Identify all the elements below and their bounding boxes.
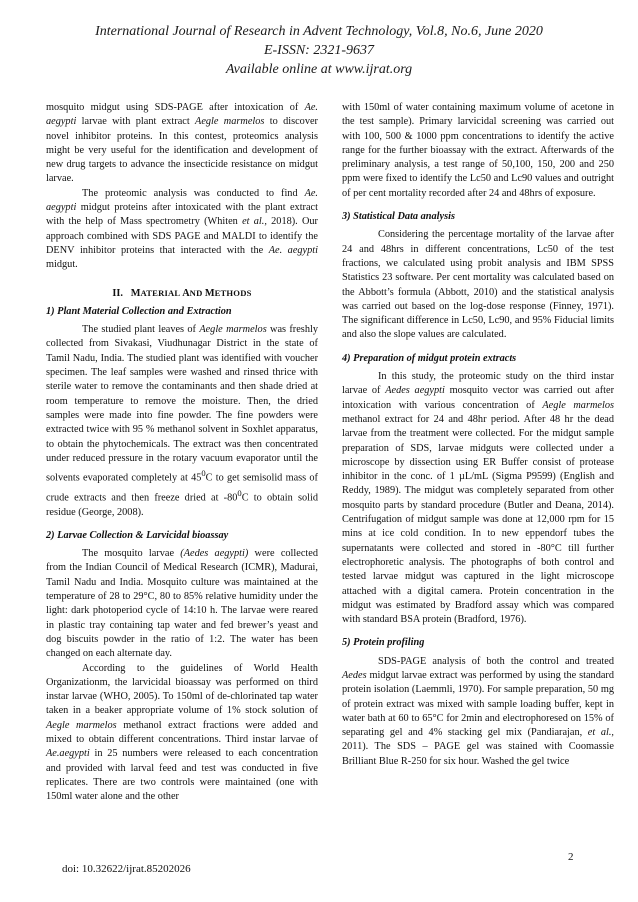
journal-website: Available online at www.ijrat.org [225, 62, 413, 77]
paragraph-statistical-analysis: Considering the percentage mortality of the larvae after 24 and 48hrs in different concentrations, Lc50 of the test fractions, we calculated using probit analysis and IBM SPSS Statistics 23 software. Per cent mortality was calculated based on the Abbott’s formula (Abbott, 2010) and the statistical analysis was carried out based on the log-dose response (Finney, 1971). The significant difference in Lc50, Lc90, and 95% Fiducial limits and also the slope values are calculated. [342, 229, 614, 341]
paragraph-proteomic-analysis: The proteomic analysis was conducted to find Ae. aegypti midgut proteins after intoxicated with the plant extract with the help of Mass spectrometry (Whiten et al., 2018). Our approach combined with SDS PAGE and MALDI to identify the DENV inhibitor proteins that interacted with the Ae. aegypti midgut. [46, 187, 318, 271]
paragraph-larvicidal-bioassay: According to the guidelines of World Health Organizationm, the larvicidal bioassay was performed on third instar larvae (WHO, 2005). To 150ml of de-chlorinated tap water taken in a beaker appropriate volume of 1% stock solution of Aegle marmelos methanol extract fractions were added and mixed to obtain different concentrations. Third instar larvae of Ae.aegypti in 25 numbers were released to each concentration and provided with larval feed and test was conducted in five replicates. There are two controls were maintained (one with 150ml water alone and the other [46, 662, 318, 803]
subheading-statistical-analysis: 3) Statistical Data analysis [342, 211, 455, 223]
paragraph-bioassay-continued: with 150ml of water containing maximum volume of acetone in the test sample). Primary larvicidal screening was carried out with 100, 500 & 1000 ppm concentrations to identify the active range for the further bioassay with the extract. Afterwards of the preliminary analysis, a test range of 50,100, 150, 200 and 250 ppm were fixed to identify the Lc50 and Lc90 values and outright of per cent mortality recorded after 24 and 48hrs of exposure. [342, 102, 614, 199]
journal-title: International Journal of Research in Advent Technology, Vol.8, No.6, June 2020 [95, 24, 543, 39]
paragraph-plant-material: The studied plant leaves of Aegle marmelos was freshly collected from Sivakasi, Viudhunagar District in the state of Tamil Nadu, India. The studied plant was identified with voucher specimen. The leaf samples were washed and rinsed thrice with sterile water to remove the contaminants and then shade dried at room temperature to remove the moisture. Then, the dried samples were made into fine powder. The fine powders were extracted twice with 95 % methanol solvent in Soxhlet apparatus, to obtain the phytochemicals. The extract was then concentrated under reduced pressure in the rotary vacuum evaporator until the solvents evaporated completely at $45^0C$ to get semisolid mass of crude extracts and then freeze dried at $-80^0C$ to obtain solid residue (George, 2008). [46, 324, 318, 518]
subheading-plant-material: 1) Plant Material Collection and Extraction [46, 305, 232, 317]
paragraph-midgut-protein: In this study, the proteomic study on the third instar larvae of Aedes aegypti mosquito vector was carried out after intoxication with various concentration of Aegle marmelos methanol extract for 24 and 48hr period. After 48 hr the dead larvae from the treatment were collected. For the midgut sample preparation of SDS, larvae midguts were collected under a microscope by dissection using ER Buffer consist of protease inhibitor in the conc. of 1 µL/mL (Sigma P9599) (English and Reddy, 1989). The midgut was completely separated from other mosquito parts by standard procedure (Butler and Deana, 2014). Centrifugation of midgut sample was done at 12,000 rpm for 15 mins at ice cold condition. In to new eppendorf tubes the supernatants were collected and stored in -80°C till further electrophoretic analysis. The photographs of both control and tested larvae midgut was captured in the light microscope attached with a digital camera. Protein concentration in the midgut was estimated by Bradford assay which was compared with standard BSA protein (Bradford, 1976). [342, 371, 614, 626]
journal-issn: E-ISSN: 2321-9637 [263, 43, 375, 58]
subheading-larvae-collection: 2) Larvae Collection & Larvicidal bioassay [46, 529, 229, 541]
subheading-midgut-protein: 4) Preparation of midgut protein extracts [342, 352, 517, 364]
journal-header [0, 22, 638, 79]
paragraph-larvae-collection: The mosquito larvae (Aedes aegypti) were collected from the Indian Council of Medical Research (ICMR), Madurai, Tamil Nadu and India. Mosquito culture was maintained at the temperature of 28 to 29°C, 80 to 85% relative humidity under the light: dark photoperiod cycle of 14:10 h. The larvae were reared in plastic tray containing tap water and fed brewer’s yeast and dog biscuits powder in the ratio of 1:2. The water has been changed on each alternate day. [46, 548, 318, 660]
right-column [342, 101, 614, 769]
page-number: 2 [568, 851, 574, 863]
paragraph-protein-profiling: SDS-PAGE analysis of both the control and treated Aedes midgut larvae extract was performed by using the standard protein isolation (Laemmli, 1970). For sample preparation, 50 mg of protein extract was mixed with sample loading buffer, kept in water bath at 60 to 65°C for 2min and electrophoresed on 15% of separating gel and 4% stacking gel mix (Pandiarajan, et al., 2011). The SDS – PAGE gel was stained with Coomassie Brilliant Blue R-250 for six hour. Washed the gel twice [342, 655, 614, 767]
section-heading-materials-methods: II. MATERIAL AND METHODS [112, 287, 252, 299]
subheading-protein-profiling: 5) Protein profiling [342, 637, 425, 649]
left-column [46, 101, 318, 805]
paragraph-intro-continued: mosquito midgut using SDS-PAGE after intoxication of Ae. aegypti larvae with plant extract Aegle marmelos to discover novel inhibitor proteins. In this contest, proteomics analysis might be very useful for the identification and development of new drug targets to advance the insecticide resistance on midgut larvae. [46, 102, 318, 185]
doi-footer: doi: 10.32622/ijrat.85202026 [62, 863, 191, 875]
